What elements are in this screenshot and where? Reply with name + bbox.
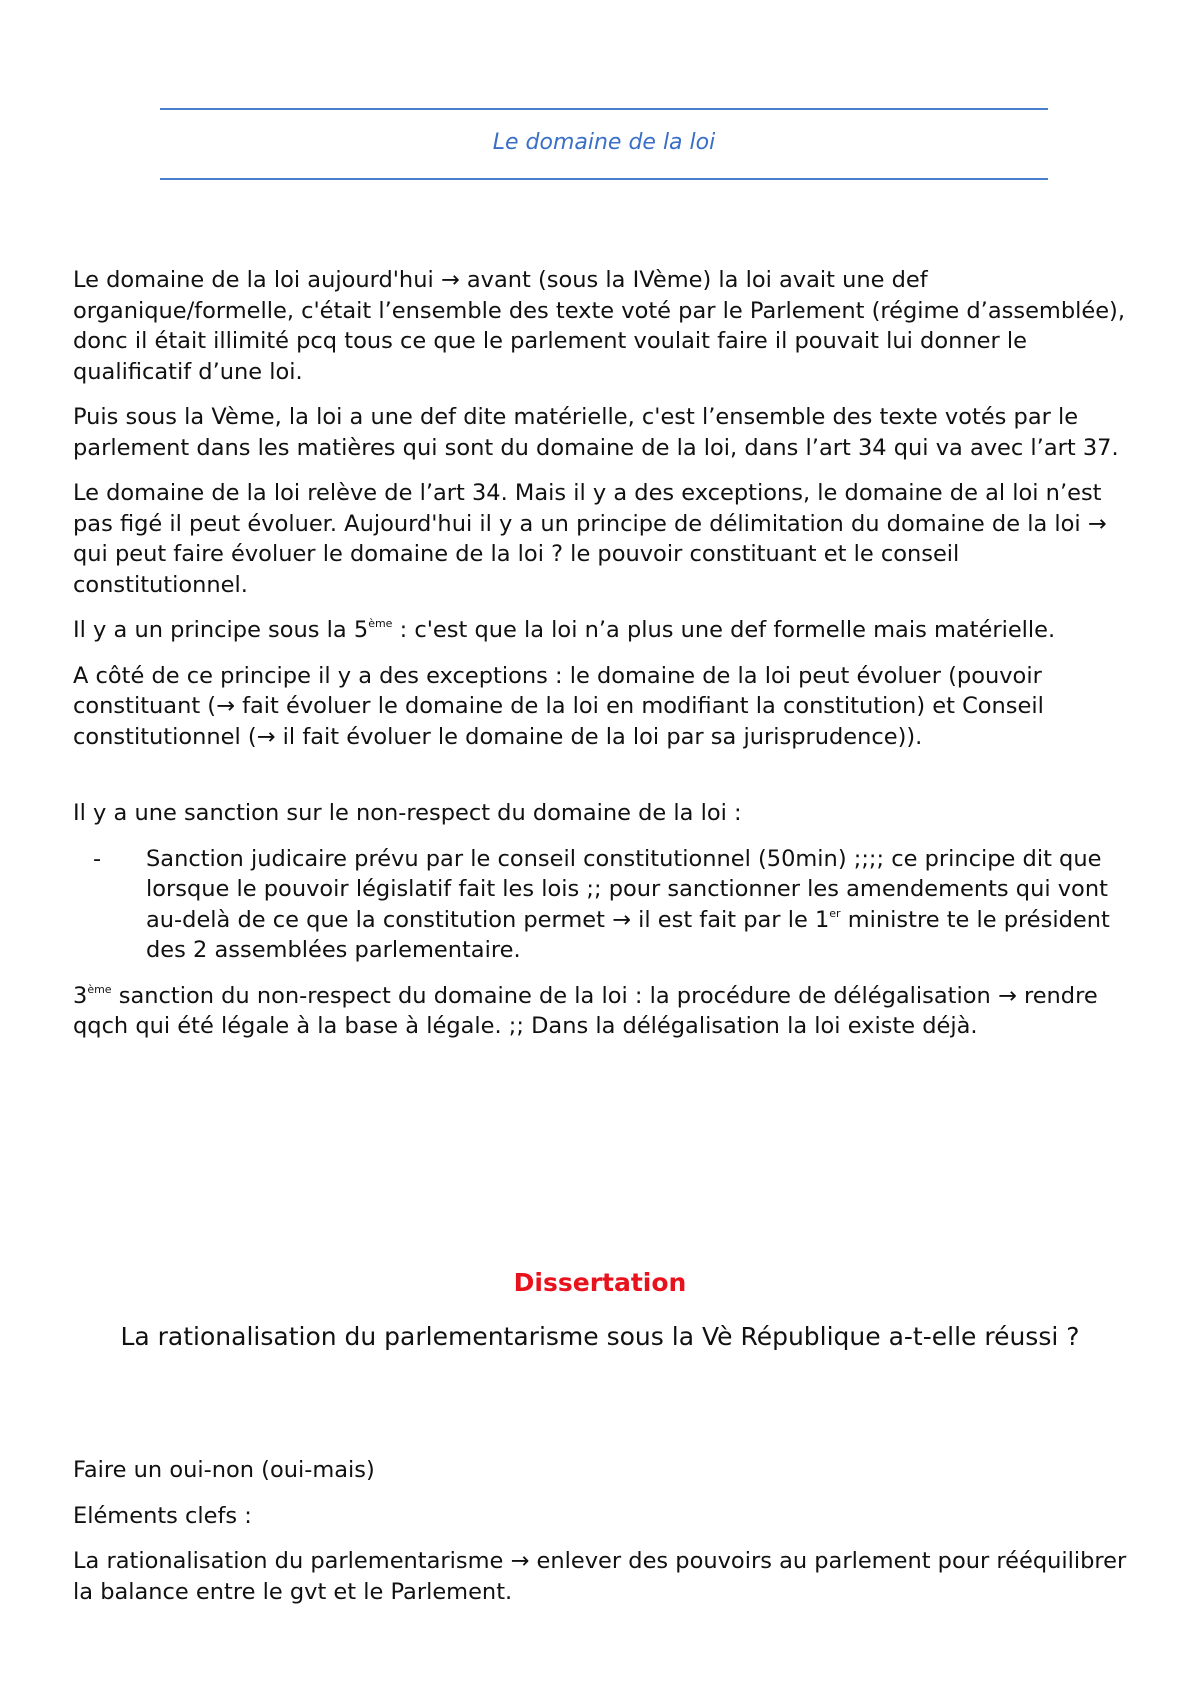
- bullet-dash: -: [93, 845, 102, 872]
- paragraph-definition-ve: Puis sous la Vème, la loi a une def dite matérielle, c'est l’ensemble des texte votés par le parlement dans les matières qui sont du domaine de la loi, dans l’art 34 qui va avec l’art 37.: [73, 404, 1119, 461]
- paragraph-principe: Il y a un principe sous la 5ème : c'est que la loi n’a plus une def formelle mais matérielle.: [73, 617, 1056, 643]
- title-top-rule: [160, 108, 1048, 110]
- list-item-sanction-judiciaire: - Sanction judicaire prévu par le conseil constitutionnel (50min) ;;;; ce principe dit que lorsque le pouvoir législatif fait les lois ;; pour sanctionner les amendements qui vont au-delà de ce que la constitution permet → il est fait par le 1er ministre te le président des 2 assemblées parlementaire.: [93, 845, 1110, 963]
- dissertation-question: La rationalisation du parlementarisme sous la Vè République a-t-elle réussi ?: [120, 1322, 1080, 1351]
- page-title: Le domaine de la loi: [492, 130, 716, 155]
- paragraph-elements-clefs: Eléments clefs :: [73, 1502, 252, 1529]
- paragraph-exceptions: A côté de ce principe il y a des exceptions : le domaine de la loi peut évoluer (pouvoir constituant (→ fait évoluer le domaine de la loi en modifiant la constitution) et Conseil constitutionnel (→ il fait évoluer le domaine de la loi par sa jurisprudence)).: [73, 662, 1044, 750]
- paragraph-article-34: Le domaine de la loi relève de l’art 34. Mais il y a des exceptions, le domaine de al loi n’est pas figé il peut évoluer. Aujourd'hui il y a un principe de délimitation du domaine de la loi → qui peut faire évoluer le domaine de la loi ? le pouvoir constituant et le conseil constitutionnel.: [73, 480, 1107, 598]
- dissertation-heading: Dissertation: [513, 1268, 687, 1297]
- paragraph-sanction-intro: Il y a une sanction sur le non-respect du domaine de la loi :: [73, 800, 742, 826]
- paragraph-oui-non: Faire un oui-non (oui-mais): [73, 1457, 375, 1483]
- paragraph-rationalisation: La rationalisation du parlementarisme → enlever des pouvoirs au parlement pour rééquilibrer la balance entre le gvt et le Parlement.: [73, 1548, 1127, 1605]
- title-bottom-rule: [160, 178, 1048, 180]
- dissertation-body: [73, 1455, 1133, 1622]
- paragraph-definition-ive: Le domaine de la loi aujourd'hui → avant (sous la IVème) la loi avait une def organique/formelle, c'était l’ensemble des texte voté par le Parlement (régime d’assemblée), donc il était illimité pcq tous ce que le parlement voulait faire il pouvait lui donner le qualificatif d’une loi.: [73, 267, 1125, 385]
- paragraph-delegalisation: 3ème sanction du non-respect du domaine de la loi : la procédure de délégalisation → rendre qqch qui été légale à la base à légale. ;; Dans la délégalisation la loi existe déjà.: [73, 982, 1098, 1039]
- section-body: [73, 265, 1133, 1057]
